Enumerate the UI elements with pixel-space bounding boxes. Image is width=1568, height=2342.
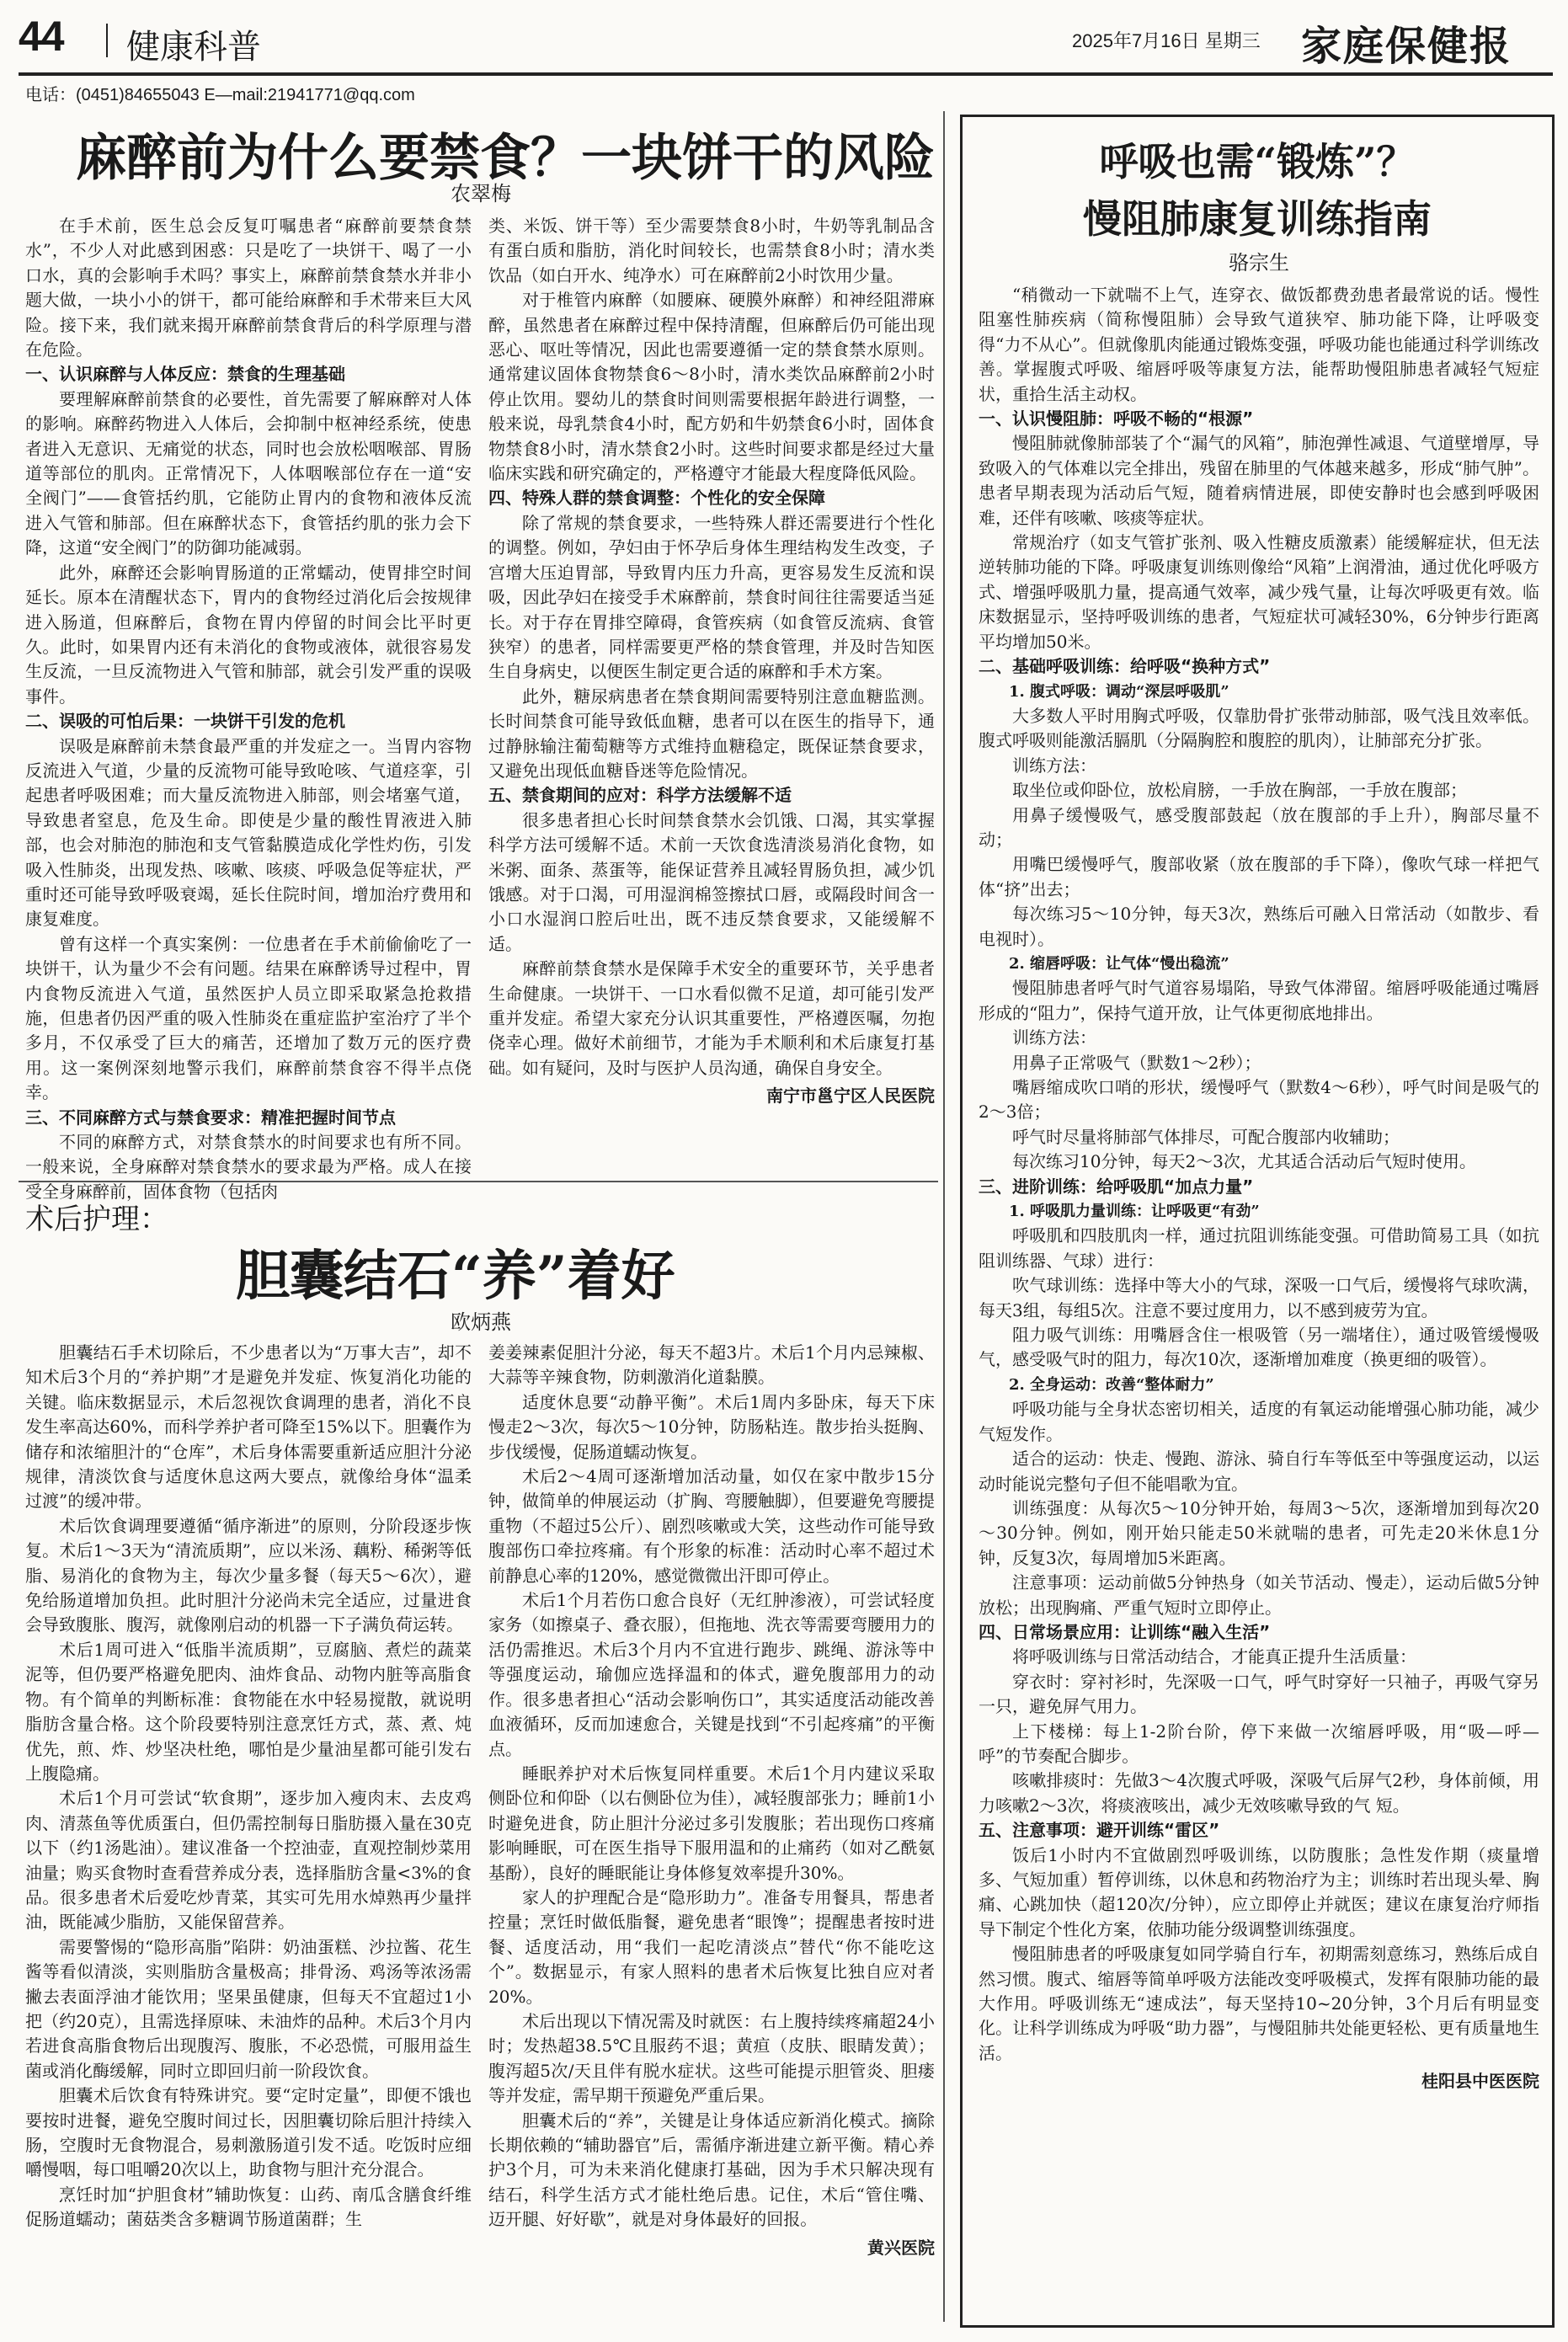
article2-title: 胆囊结石“养”着好 [236, 1245, 675, 1308]
section-heading: 四、日常场景应用：让训练“融入生活” [979, 1621, 1271, 1642]
body-paragraph: 慢阻肺患者的呼吸康复如同学骑自行车，初期需刻意练习，熟练后成自然习惯。腹式、缩唇等简单呼吸方法能改变呼吸模式，发挥有限肺功能的最大作用。呼吸训练无“速成法”，每天坚持10~20分钟，3个月后有明显变化。让科学训练成为呼吸“助力器”，与慢阻肺共处能更轻松、更有质量地生活。 [979, 1944, 1539, 2063]
body-paragraph: 睡眠养护对术后恢复同样重要。术后1个月内建议采取侧卧位和仰卧（以右侧卧位为佳），减轻腹部张力；睡前1小时避免进食，防止胆汁分泌过多引发腹胀；若出现伤口疼痛影响睡眠，可在医生指导下服用温和的止痛药（如对乙酰氨基酚），良好的睡眠能让身体修复效率提升30%。 [488, 1763, 935, 1883]
body-paragraph: 烹饪时加“护胆食材”辅助恢复：山药、南瓜含膳食纤维促肠道蠕动；菌菇类含多糖调节肠道菌群；生 [25, 2184, 472, 2230]
body-paragraph: 术后1个月若伤口愈合良好（无红肿渗液），可尝试轻度家务（如擦桌子、叠衣服），但拖地、洗衣等需要弯腰用力的活仍需推迟。术后3个月内不宜进行跑步、跳绳、游泳等中等强度运动，瑜伽应选择温和的体式，避免腹部用力的动作。很多患者担心“活动会影响伤口”，其实适度活动能改善血液循环，反而加速愈合，关键是找到“不引起疼痛”的平衡点。 [488, 1590, 935, 1759]
article2-column-2 [488, 1341, 935, 2324]
body-paragraph: 慢阻肺就像肺部装了个“漏气的风箱”，肺泡弹性减退、气道壁增厚，导致吸入的气体难以完全排出，残留在肺里的气体越来越多，形成“肺气肿”。患者早期表现为活动后气短，随着病情进展，即使安静时也会感到呼吸困难，还伴有咳嗽、咳痰等症状。 [979, 433, 1539, 528]
article1-column-1 [25, 214, 472, 1202]
newspaper-name: 家庭保健报 [1301, 23, 1512, 70]
body-paragraph: 取坐位或仰卧位，放松肩膀，一手放在胸部，一手放在腹部； [1012, 780, 1467, 801]
body-paragraph: 胆囊术后饮食有特殊讲究。要“定时定量”，即便不饿也要按时进餐，避免空腹时间过长，因胆囊切除后胆汁持续入肠，空腹时无食物混合，易刺激肠道引发不适。吃饭时应细嚼慢咽，每口咀嚼20次以上，助食物与胆汁充分混合。 [25, 2085, 472, 2180]
body-paragraph: 类、米饭、饼干等）至少需要禁食8小时，牛奶等乳制品含有蛋白质和脂肪，消化时间较长，也需禁食8小时；清水类饮品（如白开水、纯净水）可在麻醉前2小时饮用少量。 [488, 216, 935, 285]
body-paragraph: “稍微动一下就喘不上气，连穿衣、做饭都费劲患者最常说的话。慢性阻塞性肺疾病（简称慢阻肺）会导致气道狭窄、肺功能下降，让呼吸变得“力不从心”。但就像肌肉能通过锻炼变强，呼吸功能也能通过科学训练改善。掌握腹式呼吸、缩唇呼吸等康复方法，能帮助慢阻肺患者减轻气短症状，重拾生活主动权。 [979, 285, 1539, 404]
body-paragraph: 胆囊结石手术切除后，不少患者以为“万事大吉”，却不知术后3个月的“养护期”才是避免并发症、恢复消化功能的关键。临床数据显示，术后忽视饮食调理的患者，消化不良发生率高达60%，而科学养护者可降至15%以下。胆囊作为储存和浓缩胆汁的“仓库”，术后身体需要重新适应胆汁分泌规律，清淡饮食与适度休息这两大要点，就像给身体“温柔过渡”的缓冲带。 [25, 1342, 472, 1512]
body-paragraph: 每次练习5～10分钟，每天3次，熟练后可融入日常活动（如散步、看电视时）。 [979, 904, 1539, 949]
body-paragraph: 此外，糖尿病患者在禁食期间需要特别注意血糖监测。长时间禁食可能导致低血糖，患者可以在医生的指导下，通过静脉输注葡萄糖等方式维持血糖稳定，既保证禁食要求，又避免出现低血糖昏迷等危险情况。 [488, 686, 935, 781]
body-paragraph: 要理解麻醉前禁食的必要性，首先需要了解麻醉对人体的影响。麻醉药物进入人体后，会抑制中枢神经系统，使患者进入无意识、无痛觉的状态，同时也会放松咽喉部、胃肠道等部位的肌肉。正常情况下，人体咽喉部位存在一道“安全阀门”——食管括约肌，它能防止胃内的食物和液体反流进入气管和肺部。但在麻醉状态下，食管括约肌的张力会下降，这道“安全阀门”的防御功能减弱。 [25, 388, 472, 558]
section-heading: 五、禁食期间的应对：科学方法缓解不适 [488, 785, 792, 806]
body-paragraph: 穿衣时：穿衬衫时，先深吸一口气，呼气时穿好一只袖子，再吸气穿另一只，避免屏气用力。 [979, 1671, 1539, 1717]
body-paragraph: 饭后1小时内不宜做剧烈呼吸训练，以防腹胀；急性发作期（痰量增多、气短加重）暂停训练，以休息和药物治疗为主；训练时若出现头晕、胸痛、心跳加快（超120次/分钟），应立即停止并就医；建议在康复治疗师指导下制定个性化方案，依肺功能分级调整训练强度。 [979, 1844, 1539, 1939]
body-paragraph: 误吸是麻醉前未禁食最严重的并发症之一。当胃内容物反流进入气道，少量的反流物可能导致呛咳、气道痉挛，引起患者呼吸困难；而大量反流物进入肺部，则会堵塞气道，导致患者窒息，危及生命。即使是少量的酸性胃液进入肺部，也会对肺泡的肺泡和支气管黏膜造成化学性灼伤，引发吸入性肺炎，出现发热、咳嗽、咳痰、呼吸急促等症状，严重时还可能导致呼吸衰竭，延长住院时间，增加治疗费用和康复难度。 [25, 735, 472, 930]
body-paragraph: 适合的运动：快走、慢跑、游泳、骑自行车等低至中等强度运动，以运动时能说完整句子但不能唱歌为宜。 [979, 1448, 1539, 1494]
body-paragraph: 呼吸功能与全身状态密切相关，适度的有氧运动能增强心肺功能，减少气短发作。 [979, 1399, 1539, 1444]
article-source: 桂阳县中医医院 [1421, 2071, 1539, 2092]
body-paragraph: 胆囊术后的“养”，关键是让身体适应新消化模式。摘除长期依赖的“辅助器官”后，需循序渐进建立新平衡。精心养护3个月，可为未来消化健康打基础，因为手术只解决现有结石，科学生活方式才能杜绝后患。记住，术后“管住嘴、迈开腿、好好歇”，就是对身体最好的回报。 [488, 2110, 935, 2230]
masthead-rule [19, 72, 1553, 76]
article3-title-line1: 呼吸也需“锻炼”？ [1099, 139, 1416, 184]
body-paragraph: 曾有这样一个真实案例：一位患者在手术前偷偷吃了一块饼干，认为量少不会有问题。结果在麻醉诱导过程中，胃内食物反流进入气道，虽然医护人员立即采取紧急抢救措施，但患者仍因严重的吸入性肺炎在重症监护室治疗了半个多月，不仅承受了巨大的痛苦，还增加了数万元的医疗费用。这一案例深刻地警示我们，麻醉前禁食容不得半点侥幸。 [25, 933, 472, 1103]
article1-author: 农翠梅 [451, 182, 511, 205]
article2-kicker: 术后护理： [25, 1203, 168, 1236]
body-paragraph: 不同的麻醉方式，对禁食禁水的时间要求也有所不同。一般来说，全身麻醉对禁食禁水的要求最为严格。成人在接受全身麻醉前，固体食物（包括肉 [25, 1132, 472, 1202]
body-paragraph: 大多数人平时用胸式呼吸，仅靠肋骨扩张带动肺部，吸气浅且效率低。腹式呼吸则能激活膈肌（分隔胸腔和腹腔的肌肉），让肺部充分扩张。 [979, 705, 1539, 751]
article3-author: 骆宗生 [1229, 251, 1289, 275]
body-paragraph: 用鼻子正常吸气（默数1～2秒）； [1012, 1052, 1261, 1073]
subsection-heading: 2. 缩唇呼吸：让气体“慢出稳流” [1009, 954, 1229, 973]
body-paragraph: 姜姜辣素促胆汁分泌，每天不超3片。术后1个月内忌辣椒、大蒜等辛辣食物，防刺激消化道黏膜。 [488, 1342, 935, 1388]
body-paragraph: 术后1个月可尝试“软食期”，逐步加入瘦肉末、去皮鸡肉、清蒸鱼等优质蛋白，但仍需控制每日脂肪摄入量在30克以下（约1汤匙油）。建议准备一个控油壶，直观控制炒菜用油量；购买食物时查看营养成分表，选择脂肪含量<3%的食品。很多患者术后爱吃炒青菜，其实可先用水焯熟再少量拌油，既能减少脂肪，又能保留营养。 [25, 1788, 472, 1933]
subsection-heading: 2. 全身运动：改善“整体耐力” [1009, 1375, 1214, 1394]
subsection-heading: 1. 呼吸肌力量训练：让呼吸更“有劲” [1009, 1203, 1260, 1221]
section-heading: 二、误吸的可怕后果：一块饼干引发的危机 [25, 711, 345, 732]
body-paragraph: 吹气球训练：选择中等大小的气球，深吸一口气后，缓慢将气球吹满，每天3组，每组5次。注意不要过度用力，以不感到疲劳为宜。 [979, 1275, 1539, 1320]
body-paragraph: 嘴唇缩成吹口哨的形状，缓慢呼气（默数4～6秒），呼气时间是吸气的2～3倍； [979, 1077, 1539, 1123]
article1-column-2 [488, 214, 935, 1176]
body-paragraph: 术后出现以下情况需及时就医：右上腹持续疼痛超24小时；发热超38.5℃且服药不退；黄疸（皮肤、眼睛发黄）；腹泻超5次/天且伴有脱水症状。这些可能提示胆管炎、胆瘘等并发症，需早期干预避免严重后果。 [488, 2010, 935, 2106]
body-paragraph: 注意事项：运动前做5分钟热身（如关节活动、慢走），运动后做5分钟放松；出现胸痛、严重气短时立即停止。 [979, 1572, 1539, 1618]
body-paragraph: 训练方法： [1012, 755, 1096, 776]
body-paragraph: 适度休息要“动静平衡”。术后1周内多卧床，每天下床慢走2～3次，每次5～10分钟，防肠粘连。散步抬头挺胸、步伐缓慢，促肠道蠕动恢复。 [488, 1391, 935, 1462]
section-heading: 二、基础呼吸训练：给呼吸“换种方式” [979, 656, 1271, 677]
article3-title-line2: 慢阻肺康复训练指南 [1083, 196, 1432, 242]
body-paragraph: 常规治疗（如支气管扩张剂、吸入性糖皮质激素）能缓解症状，但无法逆转肺功能的下降。呼吸康复训练则像给“风箱”上润滑油，通过优化呼吸方式、增强呼吸肌力量，提高通气效率，减少残气量，让每次呼吸更有效。临床数据显示，坚持呼吸训练的患者，气短症状可减轻30%，6分钟步行距离平均增加50米。 [979, 532, 1539, 652]
body-paragraph: 用鼻子缓慢吸气，感受腹部鼓起（放在腹部的手上升），胸部尽量不动； [979, 804, 1539, 850]
body-paragraph: 上下楼梯：每上1-2阶台阶，停下来做一次缩唇呼吸，用“吸—呼—呼”的节奏配合脚步。 [979, 1720, 1539, 1766]
body-paragraph: 每次练习10分钟，每天2～3次，尤其适合活动后气短时使用。 [1012, 1151, 1476, 1172]
masthead-divider [106, 24, 108, 57]
section-heading: 五、注意事项：避开训练“雷区” [979, 1820, 1220, 1841]
body-paragraph: 术后1周可进入“低脂半流质期”，豆腐脑、煮烂的蔬菜泥等，但仍要严格避免肥肉、油炸食品、动物内脏等高脂食物。有个简单的判断标准：食物能在水中轻易搅散，就说明脂肪含量合格。这个阶段要特别注意烹饪方式，蒸、煮、炖优先，煎、炸、炒坚决杜绝，哪怕是少量油星都可能引发右上腹隐痛。 [25, 1639, 472, 1784]
article-source: 黄兴医院 [867, 2237, 935, 2258]
body-paragraph: 家人的护理配合是“隐形助力”。准备专用餐具，帮患者控量；烹饪时做低脂餐，避免患者“眼馋”；提醒患者按时进餐、适度活动，用“我们一起吃清淡点”替代“你不能吃这个”。数据显示，有家人照料的患者术后恢复比独自应对者 20%。 [488, 1886, 935, 2007]
article2-column-1 [25, 1341, 472, 2324]
body-paragraph: 慢阻肺患者呼气时气道容易塌陷，导致气体滞留。缩唇呼吸能通过嘴唇形成的“阻力”，保持气道开放，让气体更彻底地排出。 [979, 978, 1539, 1023]
body-paragraph: 训练方法： [1012, 1027, 1096, 1048]
body-paragraph: 呼气时尽量将肺部气体排尽，可配合腹部内收辅助； [1012, 1126, 1400, 1147]
body-paragraph: 对于椎管内麻醉（如腰麻、硬膜外麻醉）和神经阻滞麻醉，虽然患者在麻醉过程中保持清醒，但麻醉后仍可能出现恶心、呕吐等情况，因此也需要遵循一定的禁食禁水原则。通常建议固体食物禁食6～8小时，清水类饮品麻醉前2小时停止饮用。婴幼儿的禁食时间则需要根据年龄进行调整，一般来说，母乳禁食4小时，配方奶和牛奶禁食6小时，固体食物禁食8小时，清水禁食2小时。这些时间要求都是经过大量临床实践和研究确定的，严格遵守才能最大程度降低风险。 [488, 290, 935, 484]
body-paragraph: 术后2～4周可逐渐增加活动量，如仅在家中散步15分钟，做简单的伸展运动（扩胸、弯腰触脚），但要避免弯腰提重物（不超过5公斤）、剧烈咳嗽或大笑，这些动作可能导致腹部伤口牵拉疼痛。有个形象的标准：活动时心率不超过术前静息心率的120%，感觉微微出汗即可停止。 [488, 1466, 935, 1586]
column-divider [943, 111, 945, 2322]
body-paragraph: 用嘴巴缓慢呼气，腹部收紧（放在腹部的手下降），像吹气球一样把气体“挤”出去； [979, 854, 1539, 899]
body-paragraph: 呼吸肌和四肢肌肉一样，通过抗阻训练能变强。可借助简易工具（如抗阻训练器、气球）进行： [979, 1225, 1539, 1271]
section-heading: 三、进阶训练：给呼吸肌“加点力量” [979, 1176, 1254, 1197]
section-heading: 一、认识麻醉与人体反应：禁食的生理基础 [25, 364, 345, 385]
page-number: 44 [19, 13, 64, 60]
body-paragraph: 除了常规的禁食要求，一些特殊人群还需要进行个性化的调整。例如，孕妇由于怀孕后身体生理结构发生改变，子宫增大压迫胃部，导致胃内压力升高，更容易发生反流和误吸，因此孕妇在接受手术麻醉前，禁食时间往往需要适当延长。对于存在胃排空障碍，食管疾病（如食管反流病、食管狭窄）的患者，同样需要更严格的禁食管理，并及时告知医生自身病史，以便医生制定更合适的麻醉和手术方案。 [488, 512, 935, 682]
article3-column [979, 283, 1539, 2318]
article2-author: 欧炳燕 [451, 1310, 511, 1334]
body-paragraph: 在手术前，医生总会反复叮嘱患者“麻醉前要禁食禁水”，不少人对此感到困惑：只是吃了一块饼干、喝了一小口水，真的会影响手术吗？事实上，麻醉前禁食禁水并非小题大做，一块小小的饼干，都可能给麻醉和手术带来巨大风险。接下来，我们就来揭开麻醉前禁食背后的科学原理与潜在危险。 [25, 216, 472, 360]
body-paragraph: 咳嗽排痰时：先做3～4次腹式呼吸，深吸气后屏气2秒，身体前倾，用力咳嗽2～3次，将痰液咳出，减少无效咳嗽导致的气 短。 [979, 1770, 1539, 1816]
article-source: 南宁市邕宁区人民医院 [766, 1086, 935, 1107]
section-heading: 三、不同麻醉方式与禁食要求：精准把握时间节点 [25, 1107, 396, 1128]
issue-date: 2025年7月16日 星期三 [1072, 30, 1261, 51]
body-paragraph: 训练强度：从每次5～10分钟开始，每周3～5次，逐渐增加到每次20～30分钟。例如，刚开始只能走50米就喘的患者，可先走20米休息1分钟，反复3次，每周增加5米距离。 [979, 1497, 1539, 1568]
body-paragraph: 此外，麻醉还会影响胃肠道的正常蠕动，使胃排空时间延长。原本在清醒状态下，胃内的食物经过消化后会按规律进入肠道，但麻醉后，食物在胃内停留的时间会比平时更久。此时，如果胃内还有未消化的食物或液体，就很容易发生反流，一旦反流物进入气管和肺部，就会引发严重的误吸事件。 [25, 562, 472, 707]
body-paragraph: 需要警惕的“隐形高脂”陷阱：奶油蛋糕、沙拉酱、花生酱等看似清淡，实则脂肪含量极高；排骨汤、鸡汤等浓汤需撇去表面浮油才能饮用；坚果虽健康，但每天不宜超过1小把（约20克），且需选择原味、未油炸的品种。术后3个月内若进食高脂食物后出现腹泻、腹胀，不必恐慌，可服用益生菌或消化酶缓解，同时立即回归前一阶段饮食。 [25, 1936, 472, 2081]
contact-line: 电话：(0451)84655043 E—mail:21941771@qq.com [25, 86, 415, 104]
body-paragraph: 麻醉前禁食禁水是保障手术安全的重要环节，关乎患者生命健康。一块饼干、一口水看似微不足道，却可能引发严重并发症。希望大家充分认识其重要性，严格遵医嘱，勿抱侥幸心理。做好术前细节，才能为手术顺利和术后康复打基础。如有疑问，及时与医护人员沟通，确保自身安全。 [488, 958, 935, 1078]
section-heading: 四、特殊人群的禁食调整：个性化的安全保障 [488, 488, 825, 509]
body-paragraph: 将呼吸训练与日常活动结合，才能真正提升生活质量： [1012, 1646, 1416, 1667]
body-paragraph: 很多患者担心长时间禁食禁水会饥饿、口渴，其实掌握科学方法可缓解不适。术前一天饮食选清淡易消化食物，如米粥、面条、蒸蛋等，能保证营养且减轻胃肠负担，减少饥饿感。对于口渴，可用湿润棉签擦拭口唇，或隔段时间含一小口水湿润口腔后吐出，既不违反禁食要求，又能缓解不适。 [488, 809, 935, 954]
section-heading: 一、认识慢阻肺：呼吸不畅的“根源” [979, 408, 1254, 429]
body-paragraph: 术后饮食调理要遵循“循序渐进”的原则，分阶段逐步恢复。术后1～3天为“清流质期”，应以米汤、藕粉、稀粥等低脂、易消化的食物为主，每次少量多餐（每天5～6次），避免给肠道增加负担。此时胆汁分泌尚未完全适应，过量进食会导致腹胀、腹泻，就像刚启动的机器一下子满负荷运转。 [25, 1515, 472, 1635]
article1-title: 麻醉前为什么要禁食？一块饼干的风险 [76, 129, 935, 188]
column-name: 健康科普 [126, 28, 261, 67]
body-paragraph: 阻力吸气训练：用嘴唇含住一根吸管（另一端堵住），通过吸管缓慢吸气，感受吸气时的阻力，每次10次，逐渐增加难度（换更细的吸管）。 [979, 1325, 1539, 1370]
subsection-heading: 1. 腹式呼吸：调动“深层呼吸肌” [1009, 682, 1229, 701]
